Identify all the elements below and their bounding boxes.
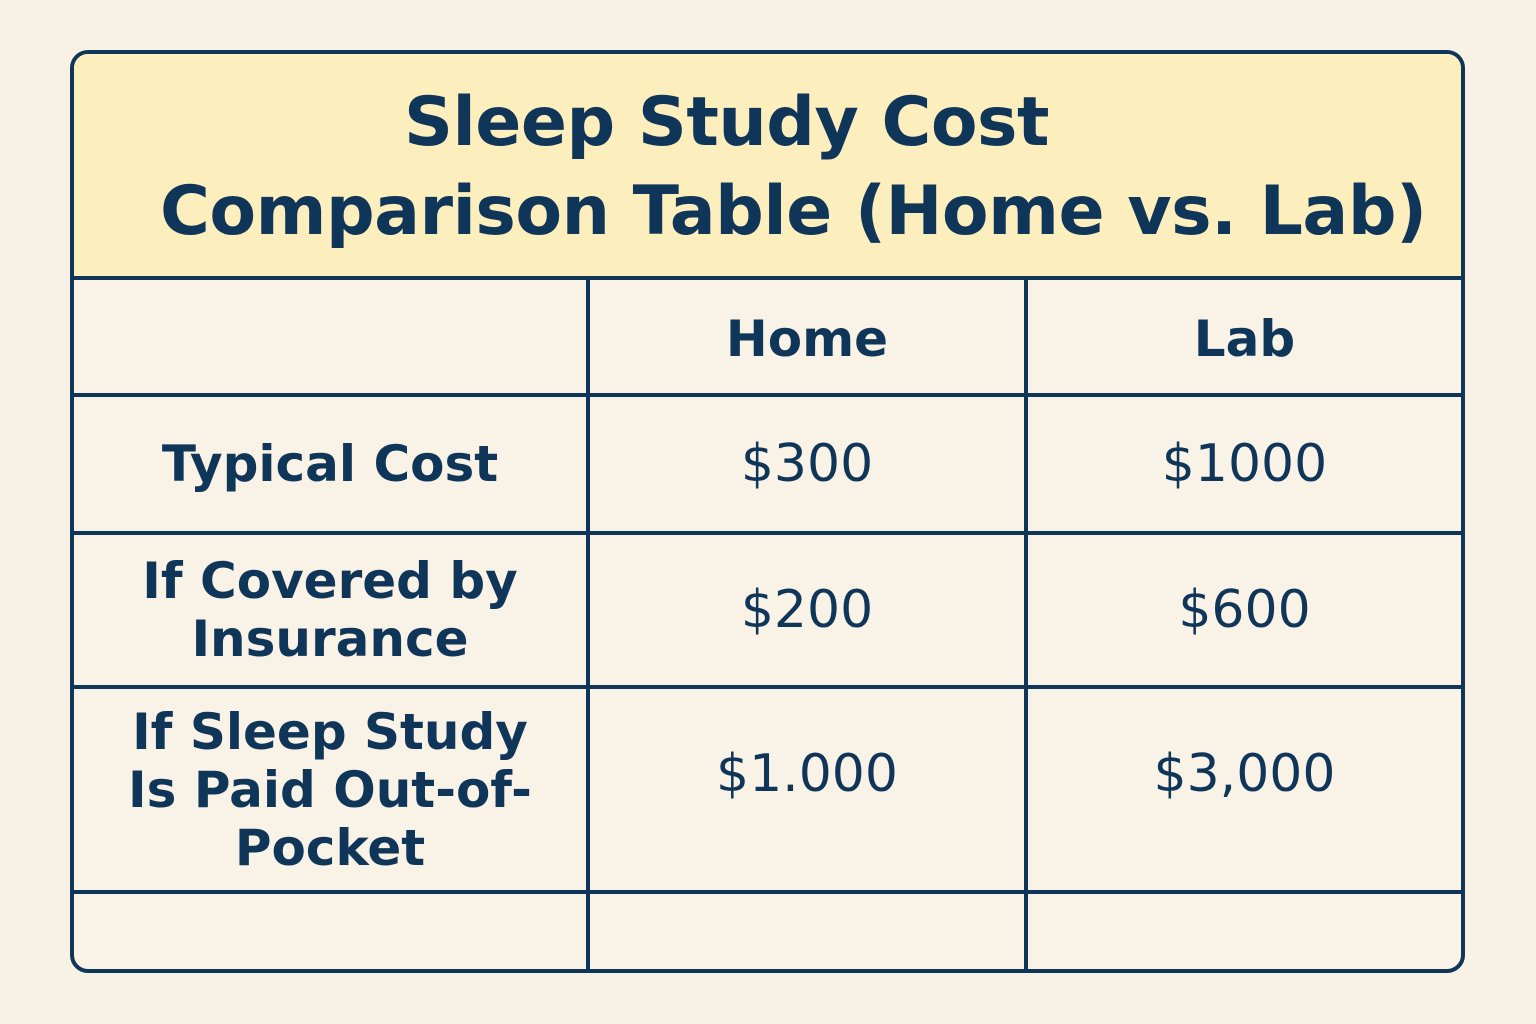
title-band	[74, 54, 1461, 280]
out-of-pocket-lab: $3,000	[1153, 744, 1336, 804]
header-lab: Lab	[1193, 309, 1296, 368]
header-empty	[74, 284, 586, 393]
title-line-2: Comparison Table (Home vs. Lab)	[160, 172, 1427, 251]
cost-comparison-table	[70, 50, 1465, 973]
empty-row-home	[590, 894, 1024, 969]
typical-cost-home: $300	[740, 434, 874, 494]
out-of-pocket-home: $1.000	[716, 744, 898, 804]
title-line-1: Sleep Study Cost	[404, 83, 1050, 162]
row-label-typical-cost: Typical Cost	[161, 435, 499, 493]
empty-row-lab	[1028, 894, 1461, 969]
empty-row-label	[74, 894, 586, 969]
row-label-insurance: If Covered by Insurance	[142, 552, 518, 668]
header-home: Home	[725, 309, 889, 368]
row-label-out-of-pocket: If Sleep Study Is Paid Out-of- Pocket	[128, 702, 532, 877]
insurance-lab: $600	[1178, 580, 1311, 640]
insurance-home: $200	[740, 580, 874, 640]
typical-cost-lab: $1000	[1161, 434, 1328, 494]
